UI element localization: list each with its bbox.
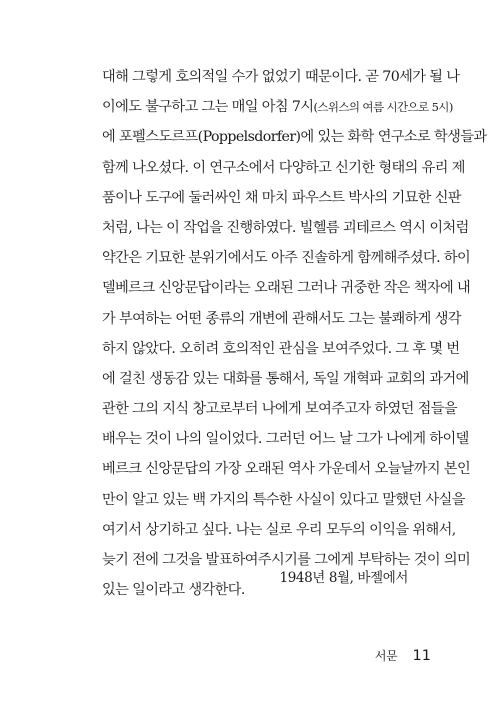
- text-line: 대해 그렇게 호의적일 수가 없었기 때문이다. 곧 70세가 될 나: [102, 69, 460, 85]
- text-line: 가 부여하는 어떤 종류의 개변에 관해서도 그는 불쾌하게 생각: [102, 310, 461, 327]
- text-line: 배우는 것이 나의 일이었다. 그러던 어느 날 그가 나에게 하이델: [102, 431, 469, 448]
- text-line: 여기서 상기하고 싶다. 나는 실로 우리 모두의 이익을 위해서,: [102, 521, 456, 538]
- text-line: 처럼, 나는 이 작업을 진행하였다. 빌헬름 괴테르스 역시 이처럼: [102, 219, 469, 236]
- text-line: 늦기 전에 그것을 발표하여주시기를 그에게 부탁하는 것이 의미: [102, 552, 471, 568]
- body-paragraph: [102, 62, 487, 605]
- text-line: 하지 않았다. 오히려 호의적인 관심을 보여주었다. 그 후 몇 번: [102, 340, 460, 357]
- text-line: 관한 그의 지식 창고로부터 나에게 보여주고자 하였던 점들을: [102, 401, 457, 418]
- text-line: 베르크 신앙문답의 가장 오래된 역사 가운데서 오늘날까지 본인: [102, 461, 471, 478]
- date-place-signature: 1948년 8월, 바젤에서: [279, 570, 408, 586]
- page-footer: [375, 645, 431, 664]
- text-line: 이에도 불구하고 그는 매일 아침 7시(스위스의 여름 시간으로 5시): [102, 99, 453, 116]
- text-line: 델베르크 신앙문답이라는 오래된 그러나 귀중한 작은 책자에 내: [102, 280, 471, 297]
- text-line: 함께 나오셨다. 이 연구소에서 다양하고 신기한 형태의 유리 제: [102, 159, 465, 176]
- parenthetical-note: (스위스의 여름 시간으로 5시): [313, 100, 453, 115]
- text-line: 있는 일이라고 생각한다.: [102, 582, 245, 599]
- page-number: 11: [412, 648, 431, 664]
- text-line: 에 걸친 생동감 있는 대화를 통해서, 독일 개혁파 교회의 과거에: [102, 370, 469, 387]
- text-line: 에 포펠스도르프(Poppelsdorfer)에 있는 화학 연구소로 학생들과: [102, 129, 487, 146]
- text-line: 만이 알고 있는 백 가지의 특수한 사실이 있다고 말했던 사실을: [102, 491, 465, 508]
- text-line: 약간은 기묘한 분위기에서도 아주 진솔하게 함께해주셨다. 하이: [102, 250, 471, 267]
- running-section-title: 서문: [374, 649, 398, 663]
- text-line: 품이나 도구에 둘러싸인 채 마치 파우스트 박사의 기묘한 신판: [102, 189, 461, 206]
